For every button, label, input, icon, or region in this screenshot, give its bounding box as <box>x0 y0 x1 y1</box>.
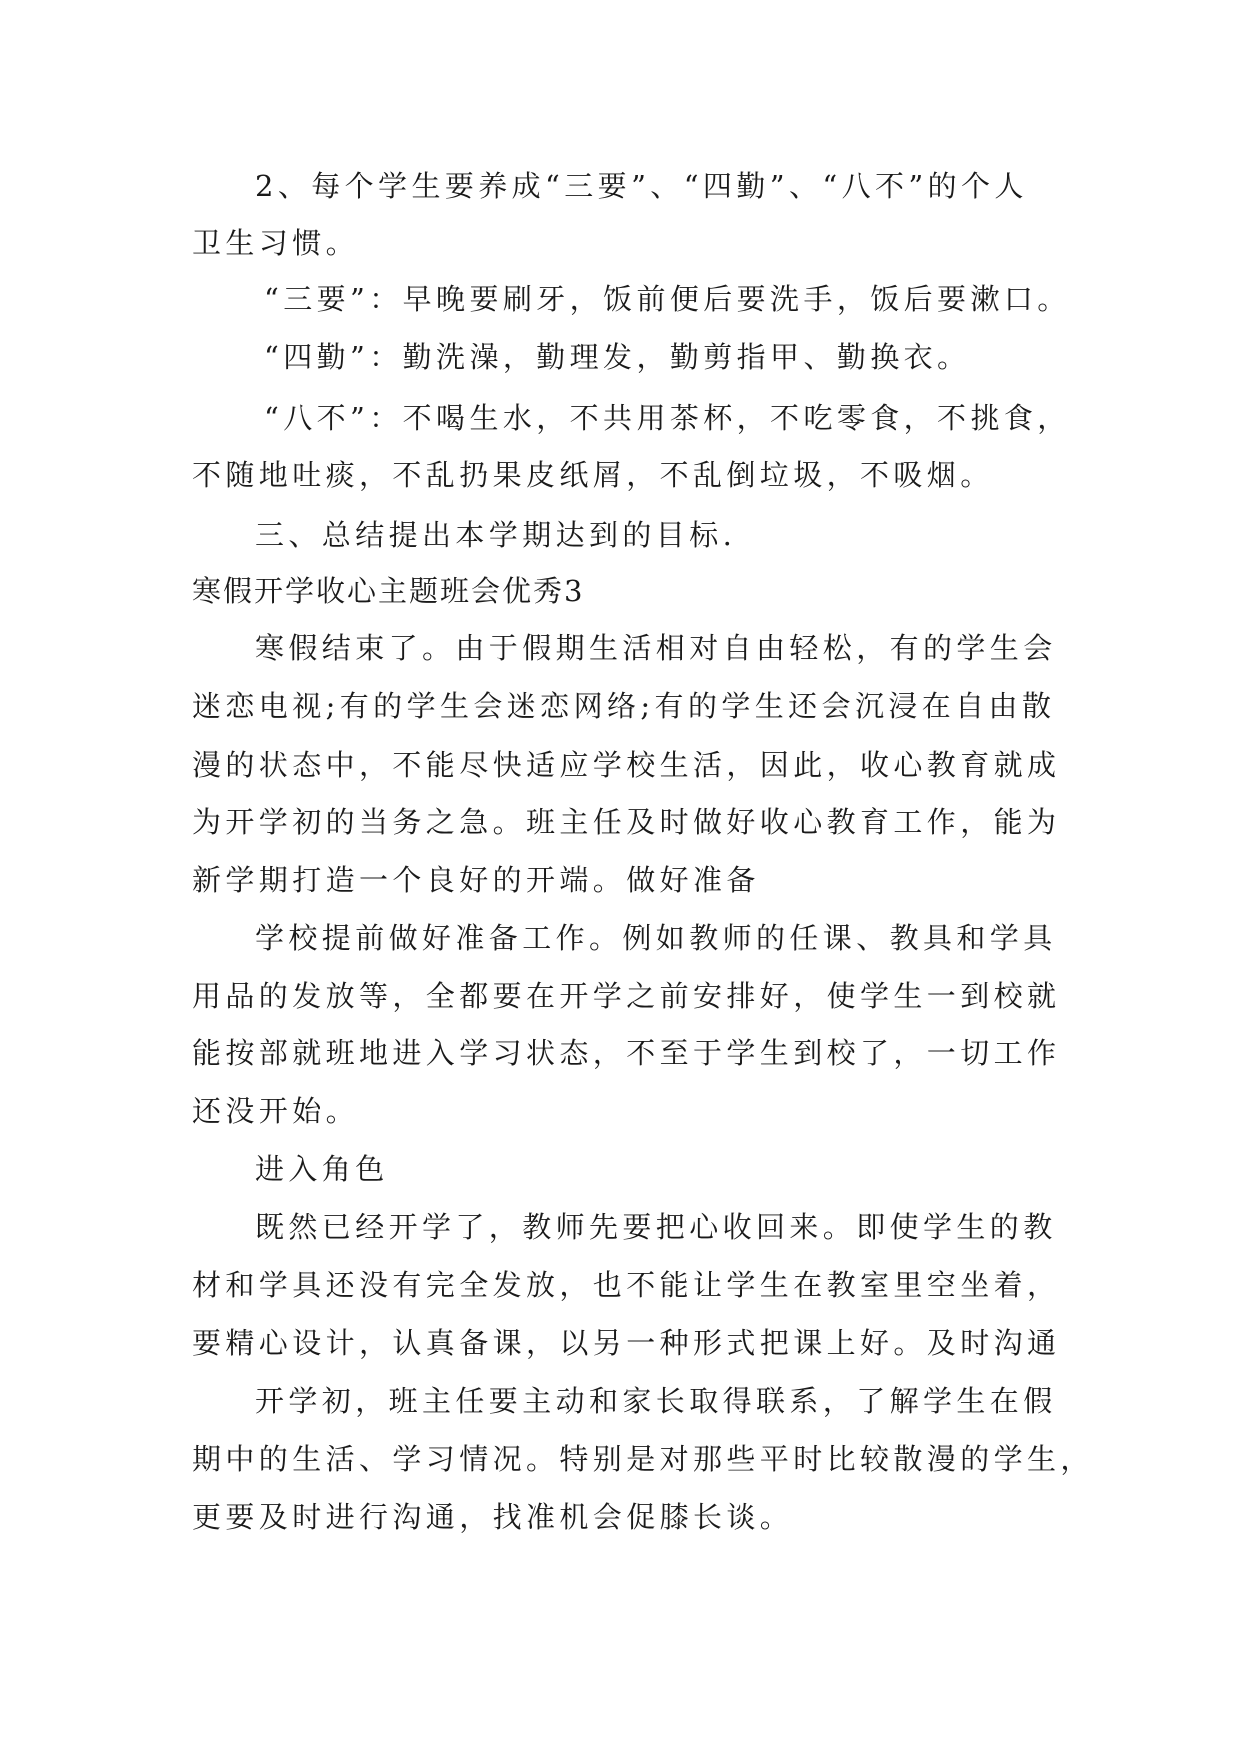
paragraph-line: 不随地吐痰，不乱扔果皮纸屑，不乱倒垃圾，不吸烟。 <box>192 458 994 492</box>
paragraph-line: 还没开始。 <box>192 1094 360 1128</box>
paragraph-line: 寒假结束了。由于假期生活相对自由轻松，有的学生会 <box>255 631 1057 665</box>
paragraph-line: 漫的状态中，不能尽快适应学校生活，因此，收心教育就成 <box>192 748 1061 782</box>
paragraph-line: 迷恋电视;有的学生会迷恋网络;有的学生还会沉浸在自由散 <box>192 689 1056 723</box>
paragraph-line: “三要”：早晚要刷牙，饭前便后要洗手，饭后要漱口。 <box>264 282 1071 316</box>
paragraph-line: 三、总结提出本学期达到的目标. <box>255 518 737 552</box>
paragraph-line: “四勤”：勤洗澡，勤理发，勤剪指甲、勤换衣。 <box>264 340 971 374</box>
paragraph-line: 既然已经开学了，教师先要把心收回来。即使学生的教 <box>255 1210 1057 1244</box>
paragraph-line: 新学期打造一个良好的开端。做好准备 <box>192 863 760 897</box>
paragraph-line: 要精心设计，认真备课，以另一种形式把课上好。及时沟通 <box>192 1326 1061 1360</box>
paragraph-line: “八不”：不喝生水，不共用茶杯，不吃零食，不挑食， <box>264 401 1071 435</box>
paragraph-line: 为开学初的当务之急。班主任及时做好收心教育工作，能为 <box>192 805 1061 839</box>
paragraph-line: 卫生习惯。 <box>192 226 360 260</box>
paragraph-line: 能按部就班地进入学习状态，不至于学生到校了，一切工作 <box>192 1036 1061 1070</box>
paragraph-line: 开学初，班主任要主动和家长取得联系，了解学生在假 <box>255 1384 1057 1418</box>
paragraph-line: 材和学具还没有完全发放，也不能让学生在教室里空坐着， <box>192 1268 1061 1302</box>
paragraph-line: 2、每个学生要养成“三要”、“四勤”、“八不”的个人 <box>255 169 1028 203</box>
paragraph-line: 学校提前做好准备工作。例如教师的任课、教具和学具 <box>255 921 1057 955</box>
paragraph-line: 用品的发放等，全都要在开学之前安排好，使学生一到校就 <box>192 979 1061 1013</box>
section-heading: 寒假开学收心主题班会优秀3 <box>192 574 585 608</box>
paragraph-line: 期中的生活、学习情况。特别是对那些平时比较散漫的学生， <box>192 1442 1094 1476</box>
paragraph-line: 进入角色 <box>255 1152 389 1186</box>
paragraph-line: 更要及时进行沟通，找准机会促膝长谈。 <box>192 1500 794 1534</box>
